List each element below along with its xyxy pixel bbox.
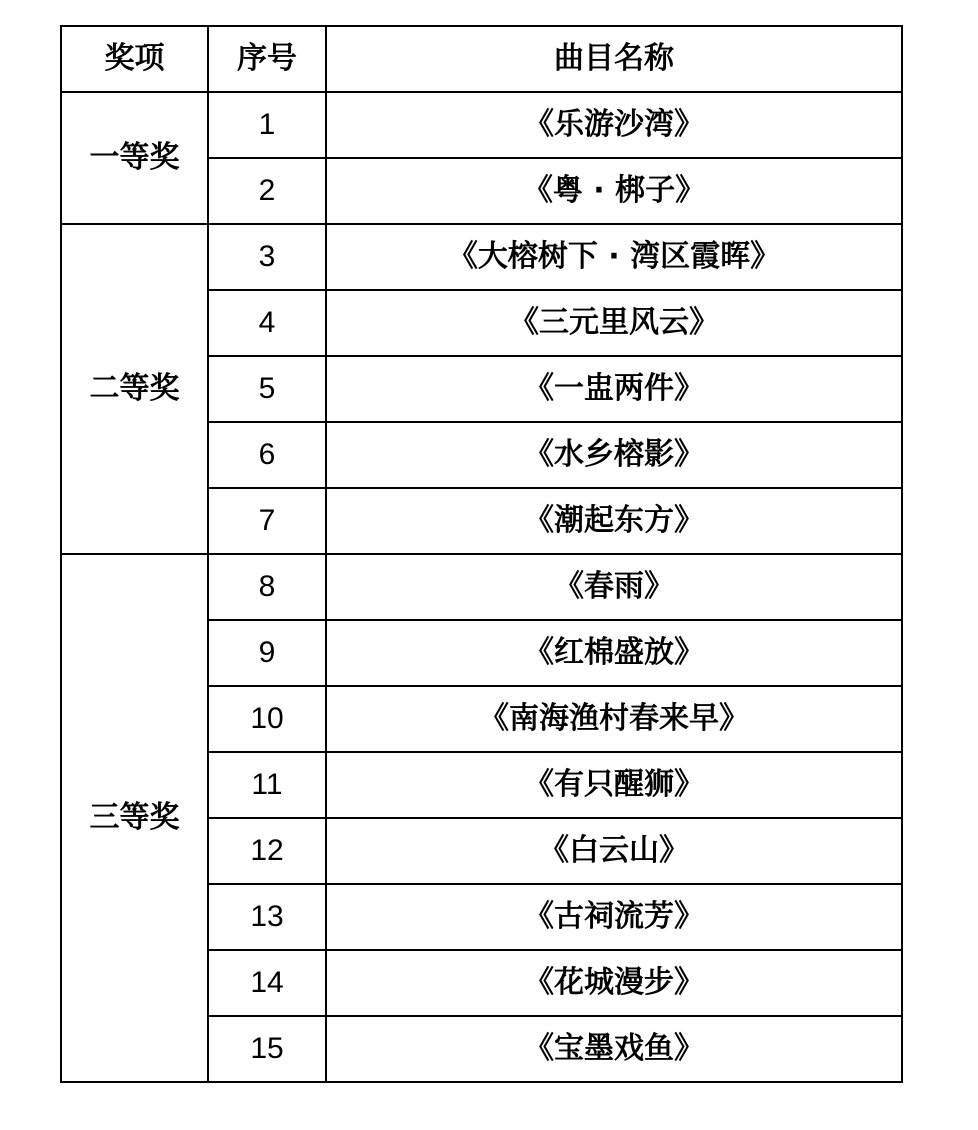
header-row: [61, 26, 902, 92]
table-row: [61, 224, 902, 290]
row-title: 《宝墨戏鱼》: [326, 1016, 902, 1082]
row-title: 《花城漫步》: [326, 950, 902, 1016]
row-title: 《古祠流芳》: [326, 884, 902, 950]
row-number: 3: [208, 224, 326, 290]
header-award: 奖项: [61, 26, 208, 92]
row-title: 《乐游沙湾》: [326, 92, 902, 158]
row-title: 《有只醒狮》: [326, 752, 902, 818]
row-number: 4: [208, 290, 326, 356]
row-number: 5: [208, 356, 326, 422]
table-row: [61, 554, 902, 620]
row-title: 《大榕树下 · 湾区霞晖》: [326, 224, 902, 290]
header-number: 序号: [208, 26, 326, 92]
row-title: 《三元里风云》: [326, 290, 902, 356]
table-row: [61, 92, 902, 158]
row-title: 《粤 · 梆子》: [326, 158, 902, 224]
row-title: 《水乡榕影》: [326, 422, 902, 488]
row-number: 6: [208, 422, 326, 488]
header-title: 曲目名称: [326, 26, 902, 92]
row-number: 14: [208, 950, 326, 1016]
row-number: 2: [208, 158, 326, 224]
row-number: 12: [208, 818, 326, 884]
row-number: 8: [208, 554, 326, 620]
row-number: 9: [208, 620, 326, 686]
row-title: 《红棉盛放》: [326, 620, 902, 686]
row-title: 《春雨》: [326, 554, 902, 620]
row-number: 10: [208, 686, 326, 752]
award-second: 二等奖: [61, 224, 208, 554]
row-number: 11: [208, 752, 326, 818]
award-third: 三等奖: [61, 554, 208, 1082]
row-number: 15: [208, 1016, 326, 1082]
row-number: 7: [208, 488, 326, 554]
awards-table: [60, 25, 903, 1083]
row-title: 《一盅两件》: [326, 356, 902, 422]
row-number: 1: [208, 92, 326, 158]
row-title: 《南海渔村春来早》: [326, 686, 902, 752]
row-title: 《白云山》: [326, 818, 902, 884]
award-first: 一等奖: [61, 92, 208, 224]
row-number: 13: [208, 884, 326, 950]
row-title: 《潮起东方》: [326, 488, 902, 554]
